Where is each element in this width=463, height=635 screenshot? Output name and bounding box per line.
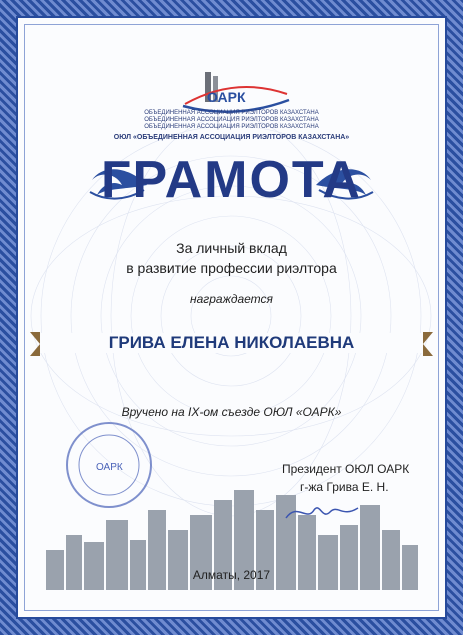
org-small-line-2: ОБЪЕДИНЕННАЯ АССОЦИАЦИЯ РИЭЛТОРОВ КАЗАХСТАНА <box>144 117 319 123</box>
reason-line-1: За личный вклад <box>176 240 287 256</box>
ribbon-end-left <box>30 332 40 356</box>
org-full-name: ОЮЛ «ОБЪЕДИНЕННАЯ АССОЦИАЦИЯ РИЭЛТОРОВ КАЗАХСТАНА» <box>113 134 350 141</box>
place-date: Алматы, 2017 <box>192 568 271 582</box>
org-small-line-3: ОБЪЕДИНЕННАЯ АССОЦИАЦИЯ РИЭЛТОРОВ КАЗАХСТАНА <box>144 124 319 130</box>
org-small-line-1: ОБЪЕДИНЕННАЯ АССОЦИАЦИЯ РИЭЛТОРОВ КАЗАХСТАНА <box>144 110 319 116</box>
logo-text: ОАРК <box>207 89 246 105</box>
presented-at: Вручено на IX-ом съезде ОЮЛ «ОАРК» <box>121 405 342 419</box>
president-name: г-жа Грива Е. Н. <box>300 480 389 494</box>
president-title: Президент ОЮЛ ОАРК <box>282 462 410 476</box>
certificate-title: ГРАМОТА <box>101 151 362 209</box>
recipient-name-wrap <box>40 333 423 353</box>
signature-icon <box>282 500 362 524</box>
seal-text: ОАРК <box>96 462 123 473</box>
reason-line-2: в развитие профессии риэлтора <box>126 260 337 276</box>
awarded-label: награждается <box>190 292 273 306</box>
recipient-name: ГРИВА ЕЛЕНА НИКОЛАЕВНА <box>99 333 365 352</box>
ribbon-end-right <box>423 332 433 356</box>
